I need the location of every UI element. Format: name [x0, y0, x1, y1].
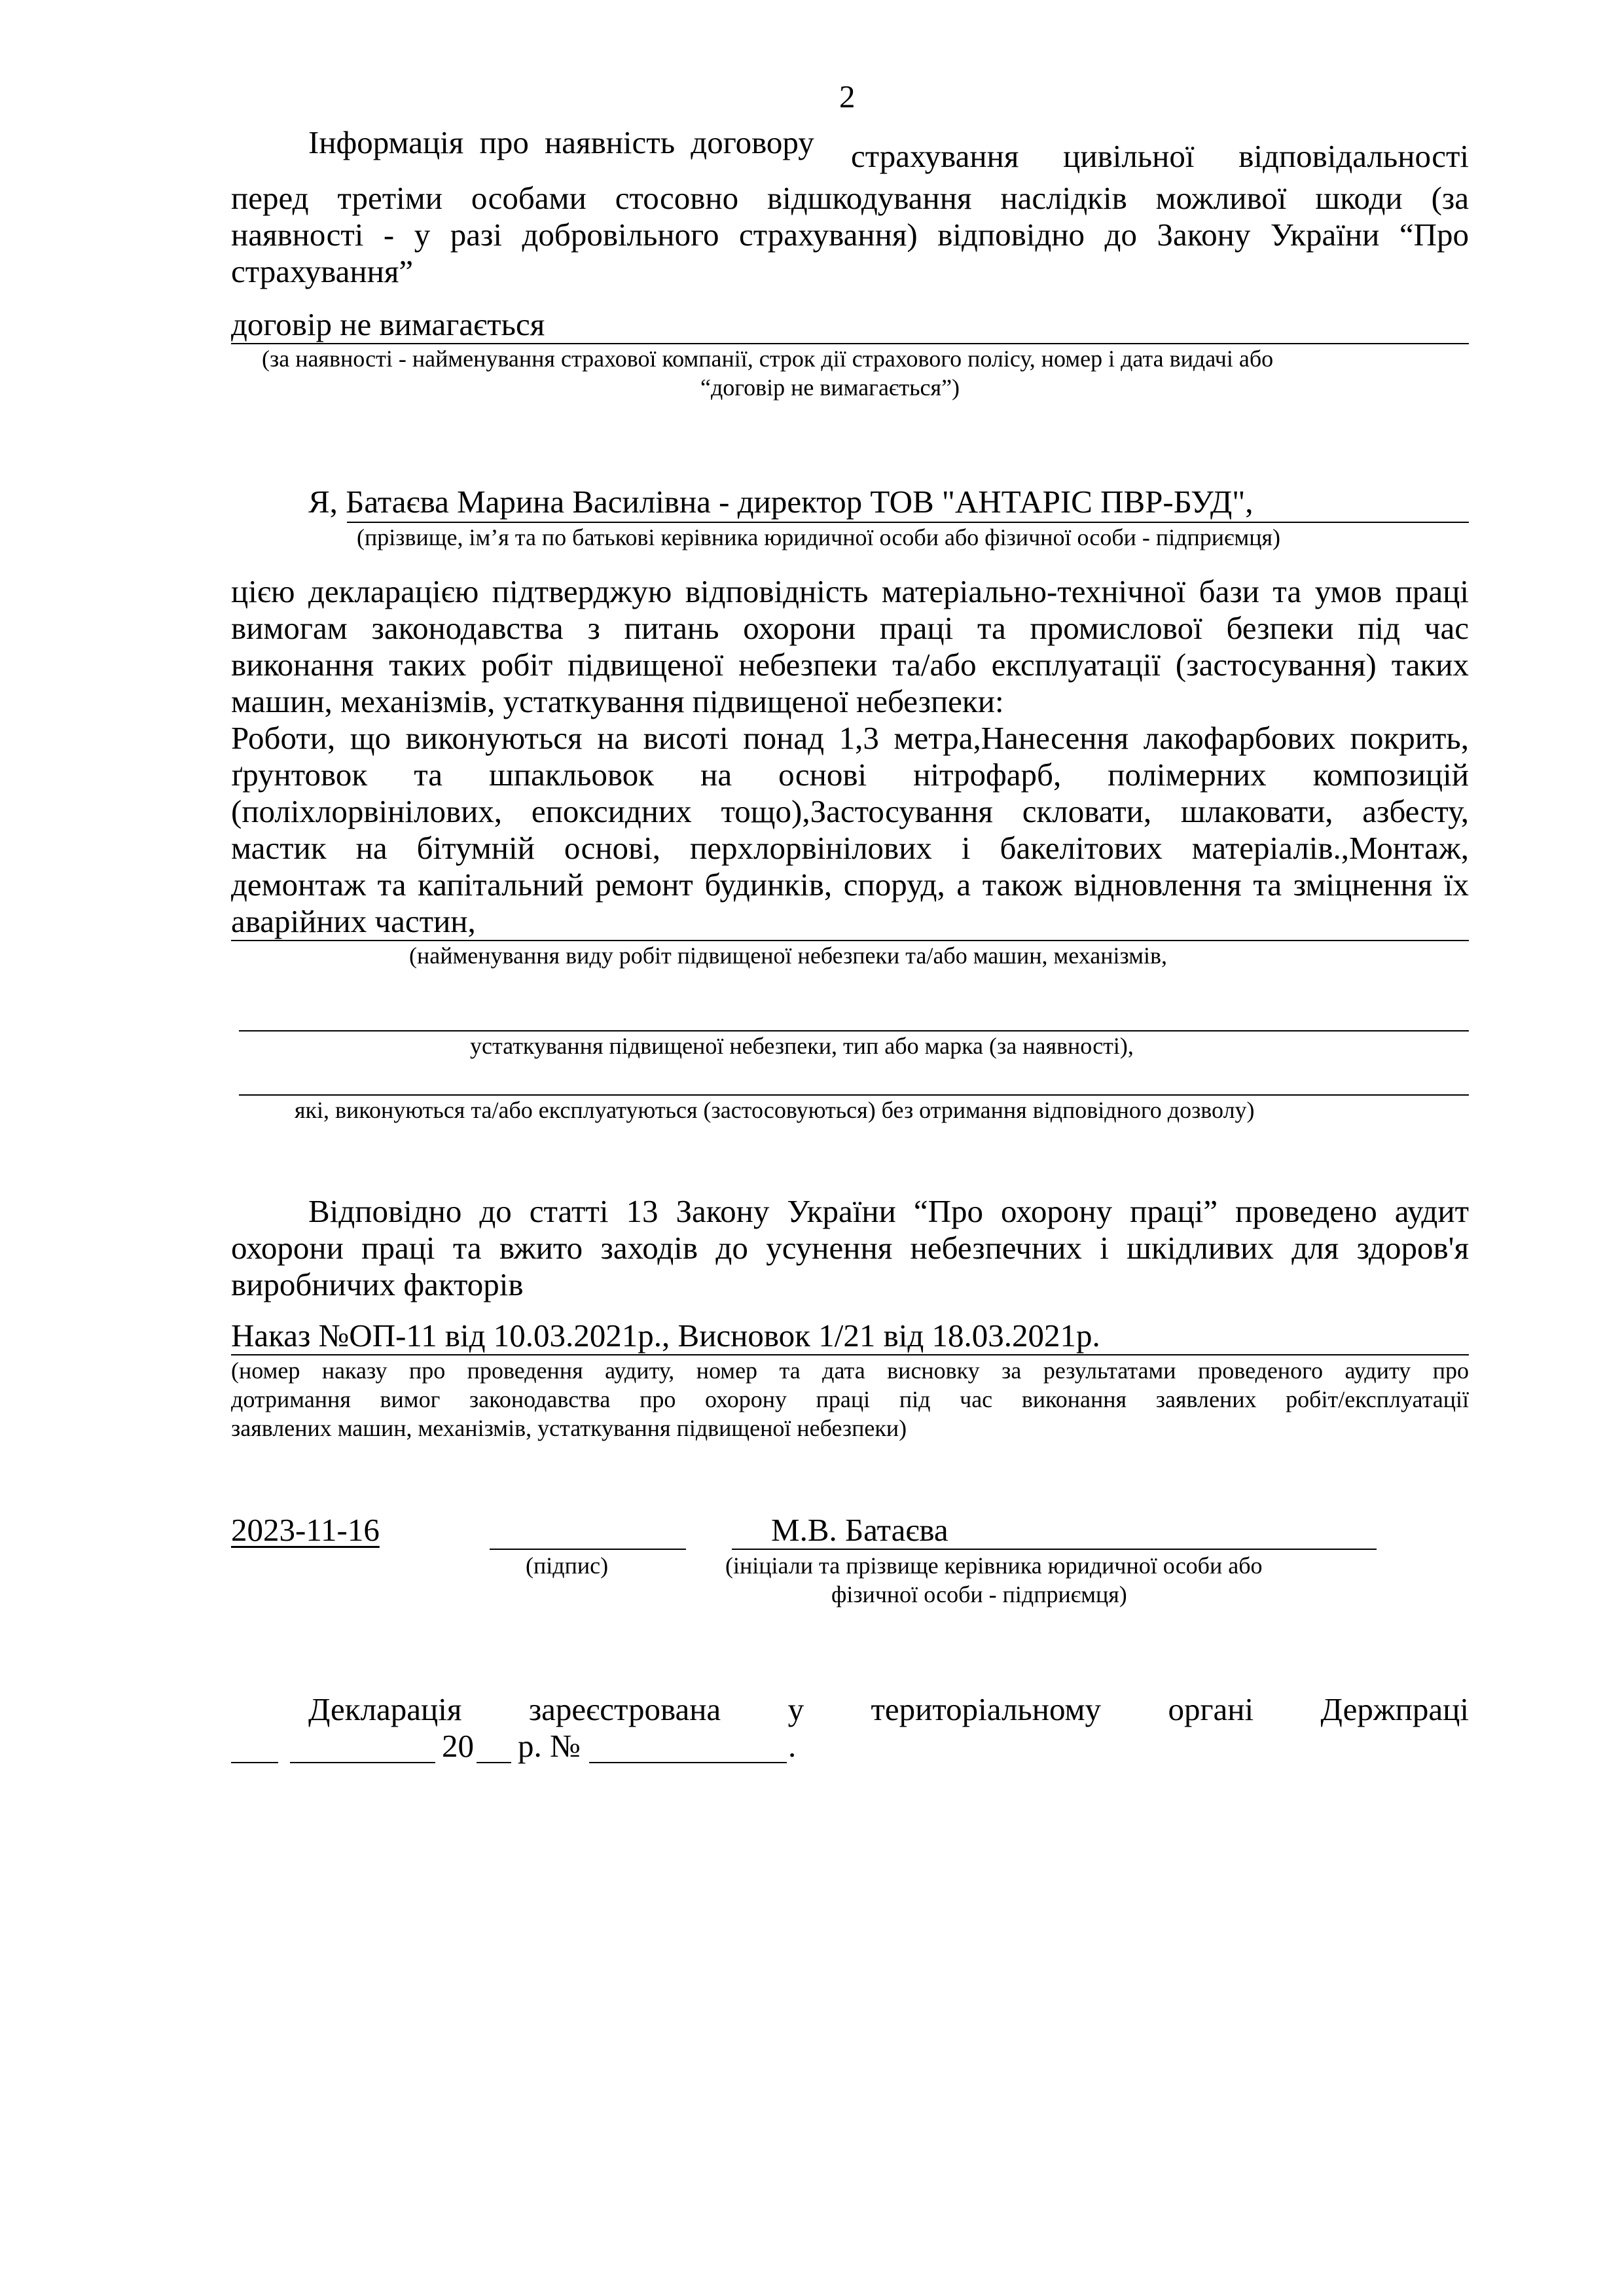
- insurance-paragraph-line2: перед третіми особами стосовно відшкодування наслідків можливої шкоди (за: [231, 180, 1469, 216]
- declarant-caption: (прізвище, ім’я та по батькові керівника юридичної особи або фізичної особи - підприємця): [357, 524, 1281, 550]
- insurance-caption-line1: (за наявності - найменування страхової компанії, строк дії страхового полісу, номер і дата видачі або: [262, 346, 1274, 372]
- confirmation-line3: виконання таких робіт підвищеної небезпеки та/або експлуатації (застосування) таких: [231, 647, 1469, 683]
- audit-line2: охорони праці та вжито заходів до усунення небезпечних і шкідливих для здоров'я: [231, 1230, 1469, 1266]
- audit-caption-line1: (номер наказу про проведення аудиту, номер та дата висновку за результатами проведеного аудиту про: [231, 1357, 1469, 1384]
- page-number: 2: [839, 79, 856, 115]
- works-line5: демонтаж та капітальний ремонт будинків, споруд, а також відновлення та зміцнення їх: [231, 867, 1469, 903]
- works-line1: Роботи, що виконуються на висоті понад 1,3 метра,Нанесення лакофарбових покрить,: [231, 720, 1469, 756]
- signature-name: М.В. Батаєва: [771, 1512, 948, 1548]
- works-underline3: [239, 1094, 1469, 1096]
- works-line2: ґрунтовок та шпакльовок на основі нітрофарб, полімерних композицій: [231, 757, 1469, 793]
- insurance-paragraph-line3: наявності - у разі добровільного страхування) відповідно до Закону України “Про: [231, 217, 1469, 253]
- registration-blank-month: [290, 1762, 435, 1763]
- insurance-paragraph-line1b: страхування цивільної відповідальності: [851, 138, 1469, 174]
- signature-line: [490, 1549, 686, 1550]
- registration-end: .: [788, 1728, 797, 1764]
- works-line4: мастик на бітумній основі, перхлорвінілових і бакелітових матеріалів.,Монтаж,: [231, 830, 1469, 866]
- signature-name-caption-line2: фізичної особи - підприємця): [831, 1581, 1127, 1607]
- audit-value: Наказ №ОП-11 від 10.03.2021р., Висновок 1/21 від 18.03.2021р.: [231, 1318, 1100, 1354]
- signature-caption: (підпис): [526, 1552, 609, 1579]
- works-caption2: устаткування підвищеної небезпеки, тип або марка (за наявності),: [470, 1033, 1134, 1059]
- confirmation-line1: цією декларацією підтверджую відповідність матеріально-технічної бази та умов праці: [231, 573, 1469, 609]
- registration-number-label: р. №: [518, 1728, 581, 1764]
- registration-blank-year: [477, 1762, 511, 1763]
- audit-caption-line3: заявлених машин, механізмів, устаткування підвищеної небезпеки): [231, 1415, 907, 1441]
- works-underline2: [239, 1030, 1469, 1031]
- registration-line1: Декларація зареєстрована у територіальному органі Держпраці: [308, 1691, 1469, 1727]
- confirmation-line4: машин, механізмів, устаткування підвищеної небезпеки:: [231, 683, 1004, 719]
- audit-value-underline: [231, 1354, 1469, 1355]
- registration-year-prefix: 20: [442, 1728, 474, 1764]
- registration-blank-day: [231, 1762, 278, 1763]
- registration-blank-number: [589, 1762, 787, 1763]
- works-line6: аварійних частин,: [231, 903, 476, 939]
- confirmation-line2: вимогам законодавства з питань охорони праці та промислової безпеки під час: [231, 610, 1469, 646]
- works-caption3: які, виконуються та/або експлуатуються (застосовуються) без отримання відповідного дозволу): [295, 1097, 1255, 1123]
- audit-caption-line2: дотримання вимог законодавства про охорону праці під час виконання заявлених робіт/експлуатації: [231, 1386, 1469, 1412]
- audit-line1: Відповідно до статті 13 Закону України “Про охорону праці” проведено аудит: [308, 1193, 1469, 1229]
- insurance-value-underline: [231, 343, 1469, 344]
- works-caption1: (найменування виду робіт підвищеної небезпеки та/або машин, механізмів,: [409, 942, 1168, 969]
- insurance-paragraph-line4: страхування”: [231, 253, 414, 289]
- audit-line3: виробничих факторів: [231, 1266, 524, 1302]
- signature-name-underline: [732, 1549, 1377, 1550]
- declarant-line: Я, Батаєва Марина Василівна - директор ТОВ "АНТАРІС ПВР-БУД",: [308, 484, 1254, 520]
- insurance-paragraph-line1a: Інформація про наявність договору: [308, 124, 814, 160]
- declarant-underline: [347, 522, 1469, 523]
- signature-date: 2023-11-16: [231, 1512, 380, 1548]
- insurance-value: договір не вимагається: [231, 306, 545, 342]
- signature-name-caption-line1: (ініціали та прізвище керівника юридичної особи або: [725, 1552, 1263, 1579]
- works-underline1: [231, 940, 1469, 941]
- insurance-caption-line2: “договір не вимагається”): [700, 374, 960, 401]
- works-line3: (поліхлорвінілових, епоксидних тощо),Застосування скловати, шлаковати, азбесту,: [231, 793, 1469, 829]
